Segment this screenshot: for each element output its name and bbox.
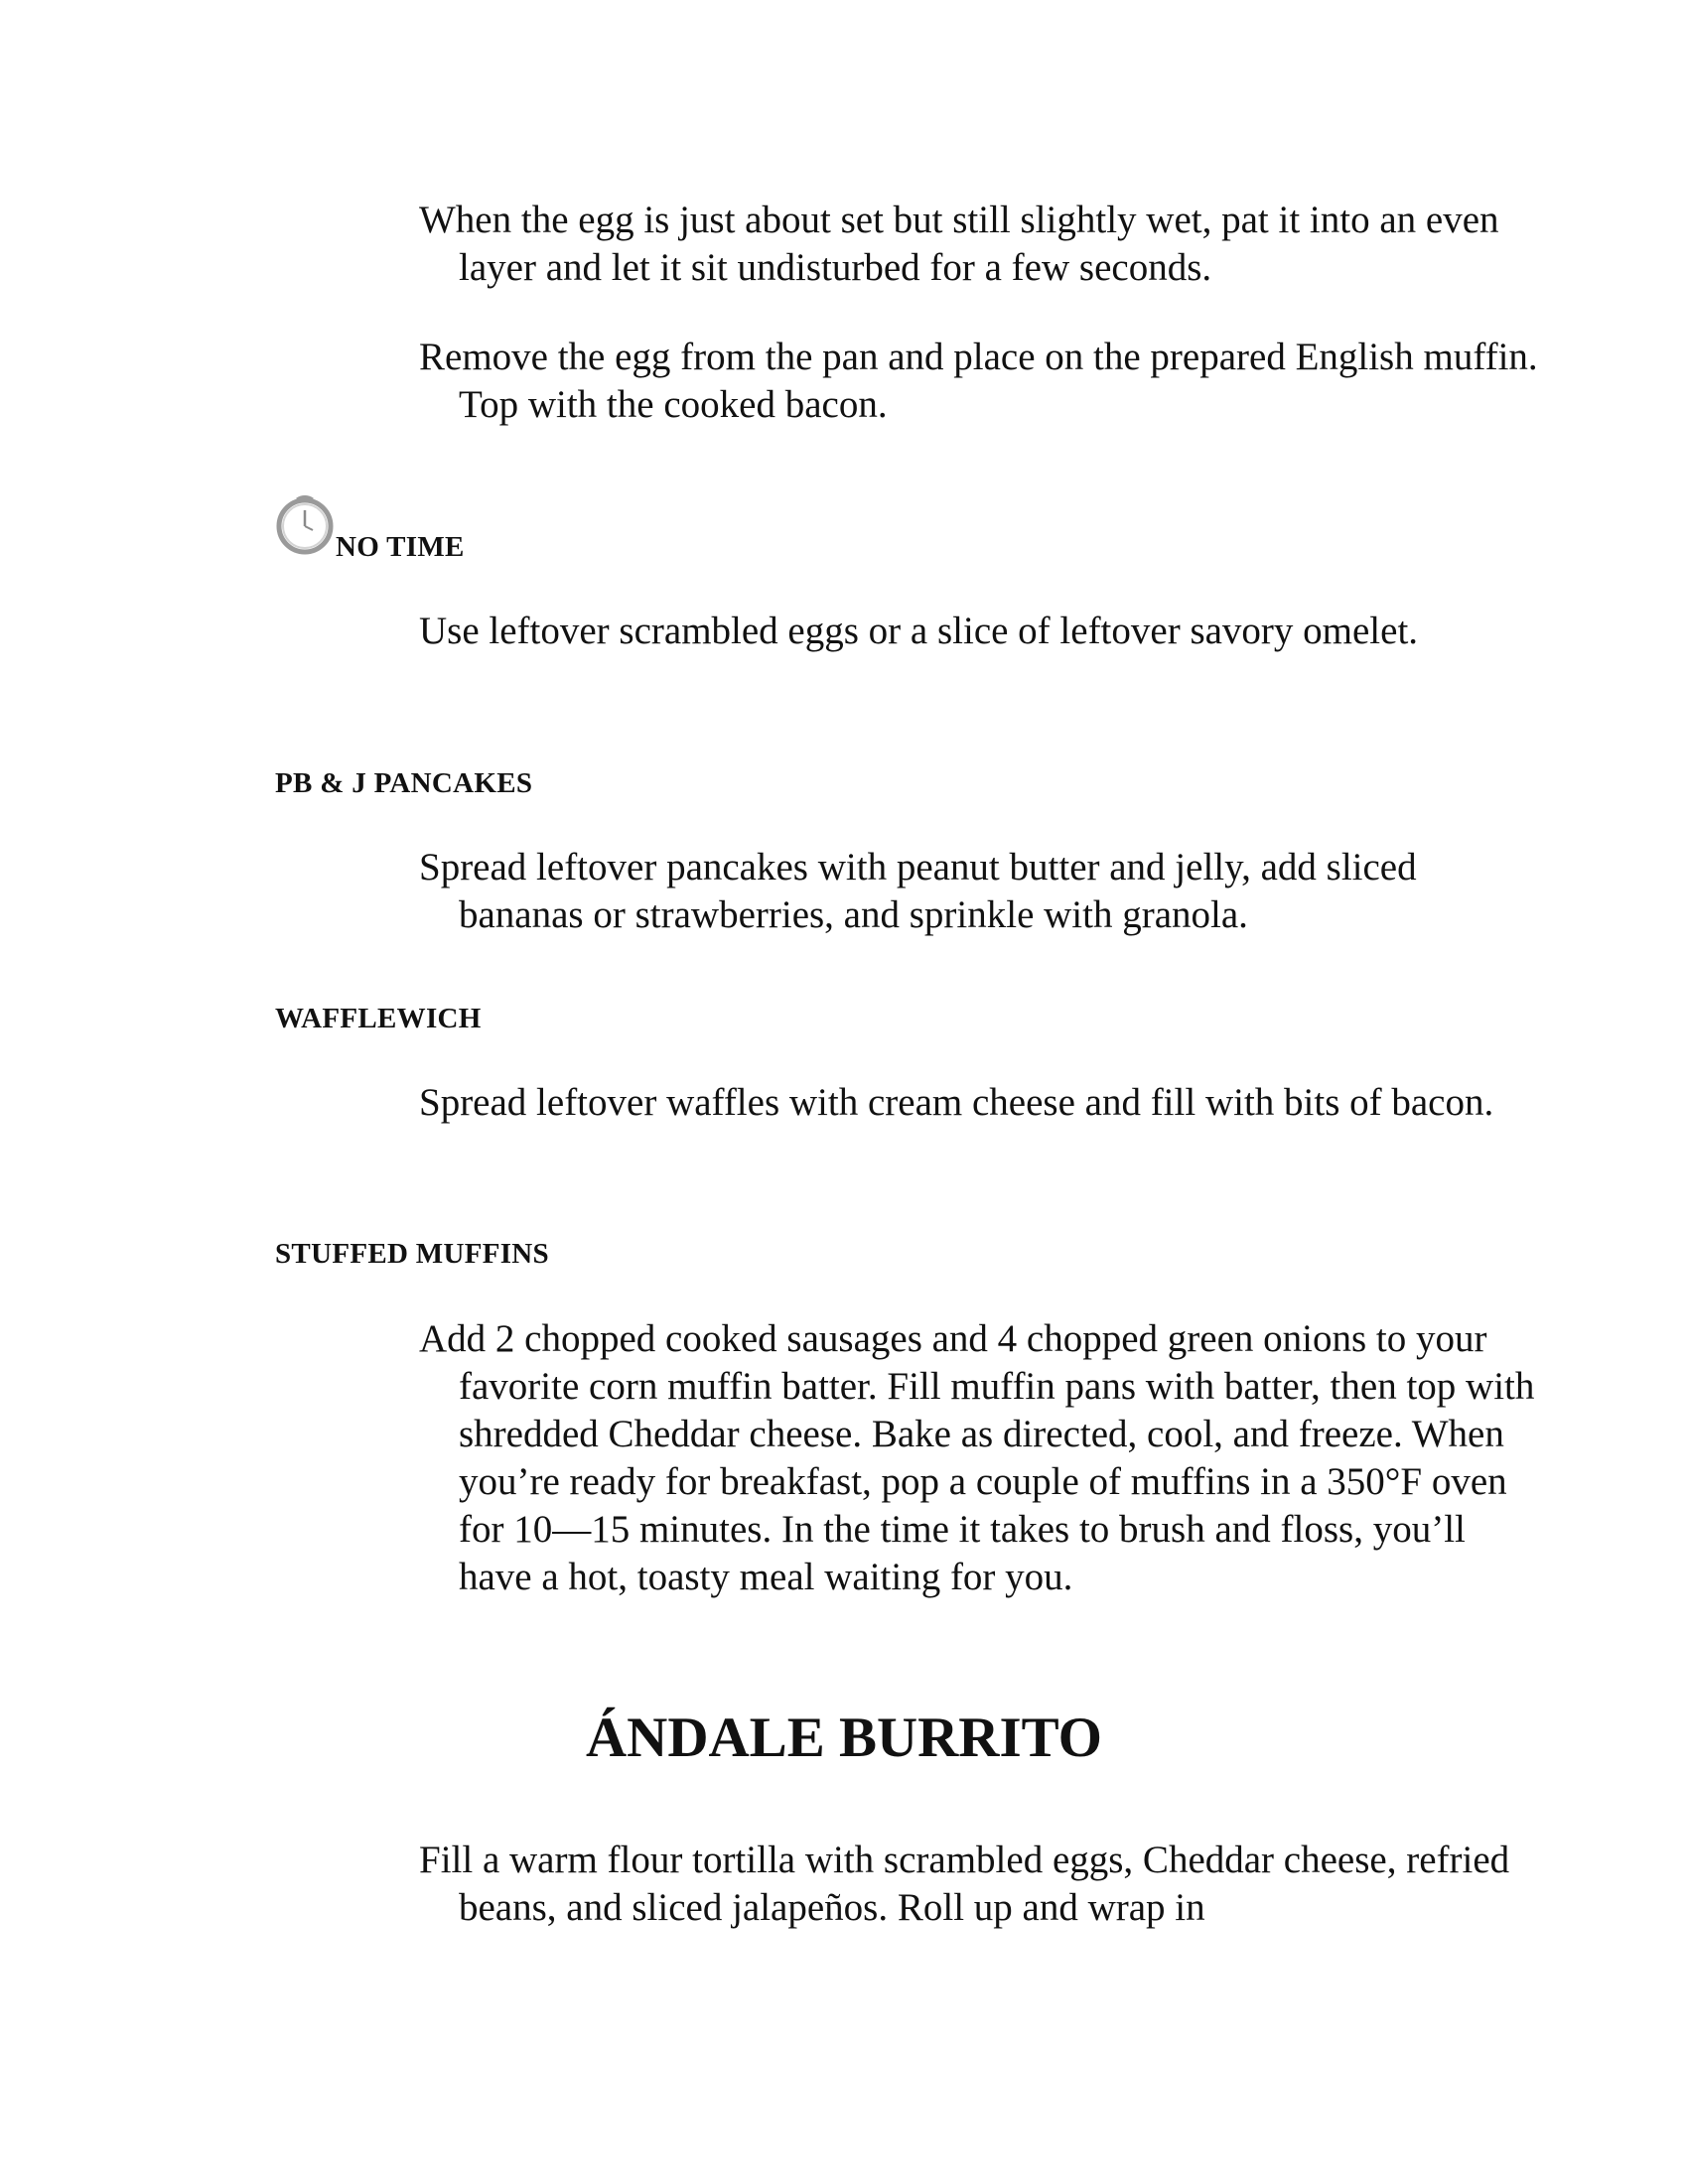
paragraph-stuffed-muffins: Add 2 chopped cooked sausages and 4 chopped green onions to your favorite corn muffin batter. Fill muffin pans with batter, then top with shredded Cheddar cheese. Bake as directed, cool, and freeze. When you’re ready for breakfast, pop a couple of muffins in a 350°F oven for 10—15 minutes. In the time it takes to brush and floss, you’ll have a hot, toasty meal waiting for you. [419,1317,1535,1598]
heading-wafflewich: WAFFLEWICH [275,1003,482,1034]
heading-stuffed-muffins: STUFFED MUFFINS [275,1238,549,1270]
paragraph-no-time: Use leftover scrambled eggs or a slice of leftover savory omelet. [419,610,1419,652]
paragraph-wafflewich: Spread leftover waffles with cream cheese and fill with bits of bacon. [419,1081,1494,1124]
paragraph-pbj-pancakes: Spread leftover pancakes with peanut butter and jelly, add sliced bananas or strawberries, and sprinkle with granola. [419,846,1417,936]
paragraph-remove-egg: Remove the egg from the pan and place on the prepared English muffin. Top with the cooked bacon. [419,336,1538,426]
heading-pbj-pancakes: PB & J PANCAKES [275,767,533,799]
paragraph-andale-burrito: Fill a warm flour tortilla with scrambled eggs, Cheddar cheese, refried beans, and sliced jalapeños. Roll up and wrap in [419,1839,1510,1929]
heading-no-time: NO TIME [336,531,465,563]
paragraph-egg-set: When the egg is just about set but still slightly wet, pat it into an even layer and let it sit undisturbed for a few seconds. [419,199,1499,289]
clock-icon [275,490,337,558]
recipe-title: ÁNDALE BURRITO [586,1706,1102,1769]
